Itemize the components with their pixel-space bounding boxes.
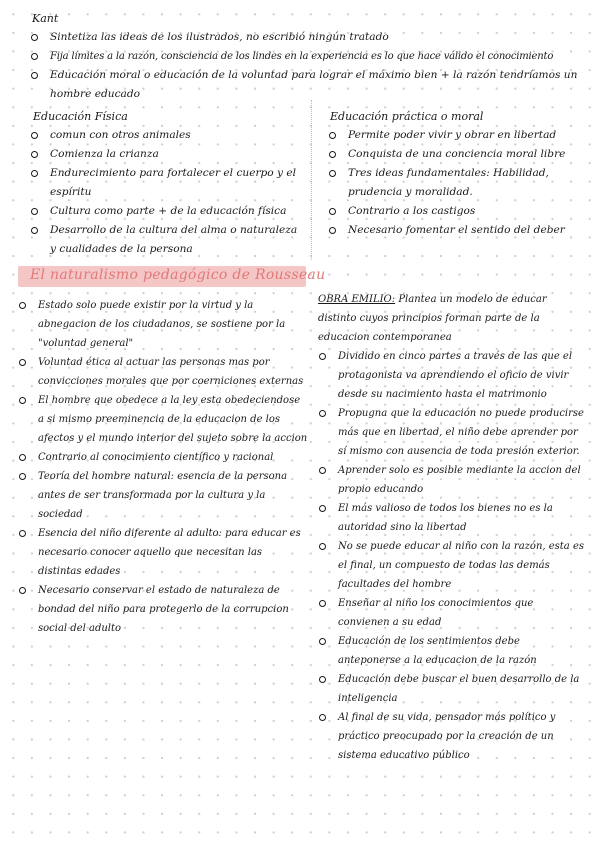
list-item: Voluntad ética al actuar las personas mas por convicciones morales que por coerniciones externas xyxy=(16,353,308,391)
kant-heading: Kant xyxy=(32,12,59,25)
list-item: Permite poder vivir y obrar en libertad xyxy=(326,126,586,145)
emilio-title: OBRA EMILIO: xyxy=(318,294,396,305)
list-item: Desarrollo de la cultura del alma o naturaleza y cualidades de la persona xyxy=(28,221,298,259)
list-item: Teoría del hombre natural: esencia de la persona antes de ser transformada por la cultura y la sociedad xyxy=(16,467,308,524)
list-item: Conquista de una conciencia moral libre xyxy=(326,145,586,164)
list-item: Necesario fomentar el sentido del deber xyxy=(326,221,586,240)
list-item: Educación moral o educación de la voluntad para lograr el máximo bien + la razón tendríamos un hombre educado xyxy=(28,66,583,104)
list-item: Endurecimiento para fortalecer el cuerpo y el espíritu xyxy=(28,164,298,202)
list-item: Educación debe buscar el buen desarrollo de la inteligencia xyxy=(316,670,586,708)
fisica-list xyxy=(28,126,298,259)
list-item: Tres ideas fundamentales: Habilidad, prudencia y moralidad. xyxy=(326,164,586,202)
column-divider xyxy=(311,100,312,260)
emilio-intro-block xyxy=(318,290,586,347)
moral-heading: Educación práctica o moral xyxy=(330,110,484,123)
list-item: No se puede educar al niño con la razón, esta es el final, un compuesto de todas las demás facultades del hombre xyxy=(316,537,586,594)
list-item: Cultura como parte + de la educación física xyxy=(28,202,298,221)
list-item: Propugna que la educación no puede producirse más que en libertad, el niño debe aprender por sí mismo con ausencia de toda presión exterior. xyxy=(316,404,586,461)
list-item: Necesario conservar el estado de naturaleza de bondad del niño para protegerlo de la corrupcion social del adulto xyxy=(16,581,308,638)
emilio-intro: Plantea un modelo de educar distinto cuyos principios forman parte de la educacion contemporanea xyxy=(318,294,547,343)
list-item: El hombre que obedece a la ley esta obedeciendose a si mismo preeminencia de la educacion de los afectos y el mundo interior del sujeto sobre la accion xyxy=(16,391,308,448)
emilio-list xyxy=(316,347,586,765)
list-item: Contrario al conocimiento científico y racional xyxy=(16,448,308,467)
list-item: Educación de los sentimientos debe anteponerse a la educacion de la razón xyxy=(316,632,586,670)
list-item: Fija límites a la razón, consciencia de los lindes en la experiencia es lo que hace válido el conocimiento xyxy=(28,47,583,66)
list-item: Sintetiza las ideas de los ilustrados, no escribió ningún tratado xyxy=(28,28,583,47)
list-item: Aprender solo es posible mediante la accion del propio educando xyxy=(316,461,586,499)
list-item: comun con otros animales xyxy=(28,126,298,145)
list-item: Enseñar al niño los conocimientos que convienen a su edad xyxy=(316,594,586,632)
list-item: Estado solo puede existir por la virtud y la abnegacion de los ciudadanos, se sostiene por la "voluntad general" xyxy=(16,296,308,353)
banner-title: El naturalismo pedagógico de Rousseau xyxy=(30,267,326,283)
moral-list xyxy=(326,126,586,240)
rousseau-list xyxy=(16,296,308,638)
list-item: Al final de su vida, pensador más político y práctico preocupado por la creación de un sistema educativo público xyxy=(316,708,586,765)
list-item: Dividido en cinco partes a través de las que el protagonista va aprendiendo el oficio de vivir desde su nacimiento hasta el matrimonio xyxy=(316,347,586,404)
kant-list xyxy=(28,28,583,104)
list-item: Contrario a los castigos xyxy=(326,202,586,221)
list-item: Comienza la crianza xyxy=(28,145,298,164)
list-item: El más valioso de todos los bienes no es la autoridad sino la libertad xyxy=(316,499,586,537)
list-item: Esencia del niño diferente al adulto: para educar es necesario conocer aquello que necesitan las distintas edades xyxy=(16,524,308,581)
fisica-heading: Educación Física xyxy=(33,110,128,123)
